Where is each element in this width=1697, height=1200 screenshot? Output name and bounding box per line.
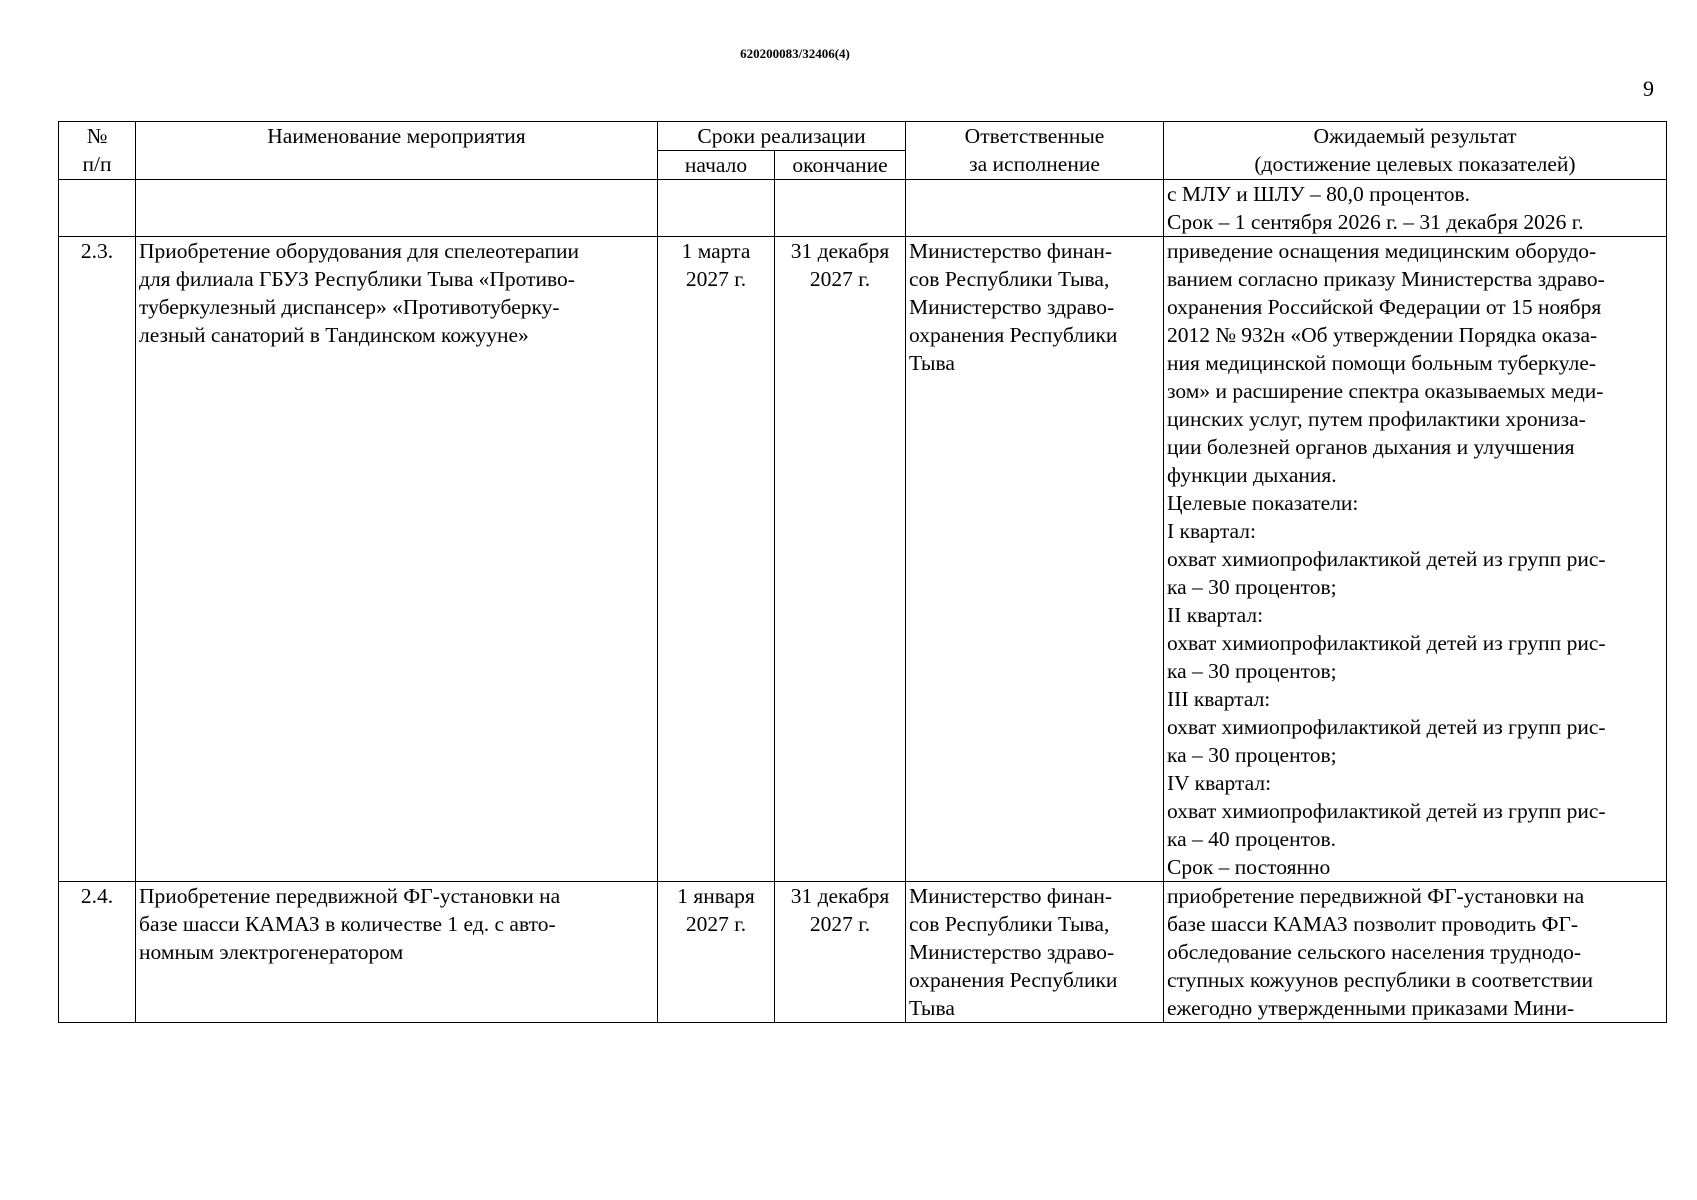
cell-expected-result-line: охват химиопрофилактикой детей из групп рис- — [1167, 547, 1606, 571]
cell-end-date — [775, 882, 906, 1023]
cell-expected-result-line: 2012 № 932н «Об утверждении Порядка оказа- — [1167, 323, 1598, 347]
cell-measure-name-line: туберкулезный диспансер» «Противотуберку- — [139, 295, 560, 319]
cell-measure-name-line: лезный санаторий в Тандинском кожууне» — [139, 323, 529, 347]
cell-expected-result-line: Целевые показатели: — [1167, 491, 1359, 515]
cell-end-date-line: 2027 г. — [809, 912, 871, 936]
table-row — [59, 882, 1667, 1023]
cell-expected-result-line: IV квартал: — [1167, 771, 1272, 795]
cell-expected-result-line: Срок – постоянно — [1167, 855, 1331, 879]
cell-measure-name-line: номным электрогенератором — [139, 940, 404, 964]
cell-expected-result-line: ка – 30 процентов; — [1167, 659, 1337, 683]
cell-responsible-line: Тыва — [909, 996, 955, 1020]
cell-expected-result-line: охват химиопрофилактикой детей из групп рис- — [1167, 631, 1606, 655]
cell-expected-result — [1164, 882, 1667, 1023]
cell-responsible-line: Тыва — [909, 351, 955, 375]
cell-expected-result-line: ежегодно утвержденными приказами Мини- — [1167, 996, 1575, 1020]
cell-start-date — [658, 237, 775, 882]
cell-expected-result-line: приобретение передвижной ФГ-установки на — [1167, 884, 1585, 908]
table-row — [59, 180, 1667, 237]
cell-expected-result-line: с МЛУ и ШЛУ – 80,0 процентов. — [1167, 182, 1471, 206]
cell-responsible — [906, 180, 1164, 237]
cell-expected-result-line: ка – 30 процентов; — [1167, 743, 1337, 767]
document-id: 620200083/32406(4) — [740, 46, 850, 61]
cell-expected-result-line: базе шасси КАМАЗ позволит проводить ФГ- — [1167, 912, 1579, 936]
cell-responsible-line: Министерство финан- — [909, 239, 1113, 263]
table-body — [59, 180, 1667, 1023]
measures-table — [58, 121, 1667, 1023]
cell-end-date-line: 31 декабря — [790, 884, 890, 908]
header-name-text: Наименование мероприятия — [267, 124, 526, 148]
cell-measure-name-line: базе шасси КАМАЗ в количестве 1 ед. с авто- — [139, 912, 556, 936]
cell-end-date-line: 31 декабря — [790, 239, 890, 263]
cell-measure-name — [136, 882, 658, 1023]
cell-expected-result-line: ния медицинской помощи больным туберкуле- — [1167, 351, 1597, 375]
header-number — [59, 122, 136, 180]
header-number-line-2: п/п — [82, 152, 112, 176]
cell-expected-result-line: приведение оснащения медицинским оборудо- — [1167, 239, 1597, 263]
header-result — [1164, 122, 1667, 180]
cell-expected-result-line: цинских услуг, путем профилактики хрониза- — [1167, 407, 1586, 431]
cell-measure-name-line: Приобретение оборудования для спелеотерапии — [139, 239, 580, 263]
cell-start-date — [658, 180, 775, 237]
cell-responsible-line: Министерство здраво- — [909, 295, 1115, 319]
cell-expected-result-line: охват химиопрофилактикой детей из групп рис- — [1167, 799, 1606, 823]
cell-responsible-line: охранения Республики — [909, 968, 1118, 992]
cell-expected-result-line: охват химиопрофилактикой детей из групп рис- — [1167, 715, 1606, 739]
cell-expected-result — [1164, 180, 1667, 237]
cell-expected-result-line: II квартал: — [1167, 603, 1264, 627]
header-result-line-1: Ожидаемый результат — [1313, 124, 1517, 148]
cell-expected-result-line: функции дыхания. — [1167, 463, 1337, 487]
header-number-line-1: № — [86, 124, 108, 148]
cell-start-date-line: 1 марта — [681, 239, 751, 263]
header-responsible-line-1: Ответственные — [964, 124, 1105, 148]
header-period — [658, 122, 906, 151]
cell-measure-name — [136, 180, 658, 237]
cell-number: 2.3. — [59, 237, 136, 882]
cell-end-date — [775, 180, 906, 237]
page-number: 9 — [1643, 76, 1654, 101]
header-row-1 — [59, 122, 1667, 151]
table-row — [59, 237, 1667, 882]
cell-expected-result-line: ванием согласно приказу Министерства здраво- — [1167, 267, 1605, 291]
cell-responsible-line: Министерство финан- — [909, 884, 1113, 908]
header-period-text: Сроки реализации — [697, 124, 866, 148]
cell-end-date — [775, 237, 906, 882]
cell-expected-result-line: охранения Российской Федерации от 15 ноября — [1167, 295, 1602, 319]
cell-expected-result-line: Срок – 1 сентября 2026 г. – 31 декабря 2026 г. — [1167, 210, 1584, 234]
cell-start-date-line: 2027 г. — [685, 912, 747, 936]
cell-responsible — [906, 882, 1164, 1023]
cell-responsible-line: сов Республики Тыва, — [909, 912, 1110, 936]
cell-responsible-line: охранения Республики — [909, 323, 1118, 347]
header-end: окончание — [775, 151, 906, 180]
cell-measure-name-line: Приобретение передвижной ФГ-установки на — [139, 884, 561, 908]
cell-expected-result-line: I квартал: — [1167, 519, 1256, 543]
cell-expected-result — [1164, 237, 1667, 882]
cell-measure-name — [136, 237, 658, 882]
cell-expected-result-line: зом» и расширение спектра оказываемых меди- — [1167, 379, 1604, 403]
cell-responsible-line: Министерство здраво- — [909, 940, 1115, 964]
header-responsible-line-2: за исполнение — [969, 152, 1100, 176]
header-responsible — [906, 122, 1164, 180]
cell-measure-name-line: для филиала ГБУЗ Республики Тыва «Противо- — [139, 267, 575, 291]
cell-number — [59, 180, 136, 237]
cell-expected-result-line: ка – 30 процентов; — [1167, 575, 1337, 599]
header-result-line-2: (достижение целевых показателей) — [1254, 152, 1576, 176]
cell-expected-result-line: III квартал: — [1167, 687, 1271, 711]
cell-responsible — [906, 237, 1164, 882]
cell-end-date-line: 2027 г. — [809, 267, 871, 291]
cell-start-date — [658, 882, 775, 1023]
cell-number: 2.4. — [59, 882, 136, 1023]
cell-expected-result-line: ступных кожуунов республики в соответствии — [1167, 968, 1594, 992]
cell-start-date-line: 2027 г. — [685, 267, 747, 291]
cell-expected-result-line: ка – 40 процентов. — [1167, 827, 1336, 851]
cell-expected-result-line: обследование сельского населения труднодо- — [1167, 940, 1582, 964]
cell-responsible-line: сов Республики Тыва, — [909, 267, 1110, 291]
header-name — [136, 122, 658, 180]
cell-expected-result-line: ции болезней органов дыхания и улучшения — [1167, 435, 1575, 459]
header-start: начало — [658, 151, 775, 180]
cell-start-date-line: 1 января — [677, 884, 755, 908]
